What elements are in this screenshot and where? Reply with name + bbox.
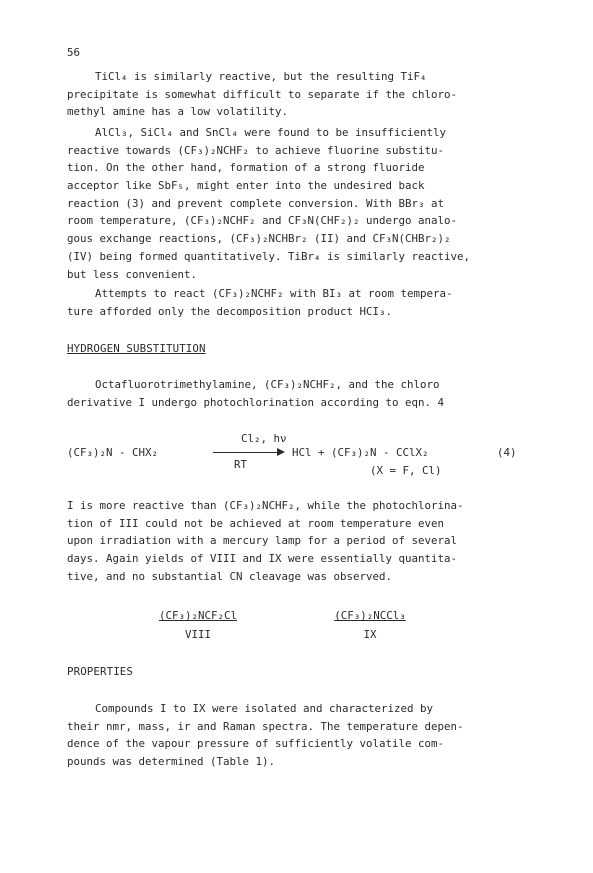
section-heading-hydrogen-substitution: HYDROGEN SUBSTITUTION — [67, 342, 206, 355]
equation-reactant: (CF₃)₂N - CHX₂ — [67, 446, 159, 459]
page-number: 56 — [67, 46, 81, 59]
text-line: ture afforded only the decomposition product HCI₃. — [67, 304, 393, 318]
compound-viii — [133, 609, 263, 641]
text-line: room temperature, (CF₃)₂NCHF₂ and CF₃N(CHF₂)₂ undergo analo- — [67, 214, 458, 228]
text-line: but less convenient. — [67, 267, 198, 281]
text-line: Octafluorotrimethylamine, (CF₃)₂NCHF₂, and the chloro — [95, 378, 440, 391]
reaction-arrow-line — [213, 452, 279, 453]
text-line: tion. On the other hand, formation of a strong fluoride — [67, 161, 425, 175]
compound-label: VIII — [184, 628, 211, 641]
text-line: reactive towards (CF₃)₂NCHF₂ to achieve fluorine substitu- — [67, 143, 445, 157]
equation-condition: (X = F, Cl) — [370, 464, 442, 477]
section-heading-properties: PROPERTIES — [67, 665, 134, 678]
paragraph-lewis-acids — [67, 124, 537, 283]
text-line: methyl amine has a low volatility. — [67, 105, 289, 119]
text-line: upon irradiation with a mercury lamp for a period of several — [67, 534, 458, 548]
paragraph-ticl4 — [67, 68, 537, 121]
text-line: tion of III could not be achieved at room temperature even — [67, 516, 445, 530]
text-line: days. Again yields of VIII and IX were essentially quantita- — [67, 552, 458, 566]
text-line: precipitate is somewhat difficult to separate if the chloro- — [67, 87, 458, 101]
paragraph-photochlorination-intro — [67, 376, 537, 411]
text-line: derivative I undergo photochlorination according to eqn. 4 — [67, 395, 445, 409]
equation-reagent-top: Cl₂, hν — [241, 432, 287, 445]
compound-ix — [310, 609, 430, 641]
equation-number: (4) — [497, 446, 517, 459]
text-line: acceptor like SbF₅, might enter into the undesired back — [67, 179, 425, 193]
text-line: Attempts to react (CF₃)₂NCHF₂ with BI₃ at room tempera- — [95, 287, 453, 300]
text-line: their nmr, mass, ir and Raman spectra. The temperature depen- — [67, 719, 464, 733]
compound-label: IX — [363, 628, 377, 641]
compound-formula: (CF₃)₂NCCl₃ — [334, 609, 406, 622]
text-line: gous exchange reactions, (CF₃)₂NCHBr₂ (II) and CF₃N(CHBr₂)₂ — [67, 232, 451, 246]
text-line: (IV) being formed quantitatively. TiBr₄ is similarly reactive, — [67, 249, 471, 263]
equation-products: HCl + (CF₃)₂N - CClX₂ — [292, 446, 429, 459]
text-line: reaction (3) and prevent complete conversion. With BBr₃ at — [67, 196, 445, 210]
text-line: AlCl₃, SiCl₄ and SnCl₄ were found to be insufficiently — [95, 126, 447, 139]
paragraph-reactivity — [67, 497, 537, 585]
text-line: tive, and no substantial CN cleavage was observed. — [67, 569, 393, 583]
text-line: TiCl₄ is similarly reactive, but the resulting TiF₄ — [95, 70, 427, 83]
text-line: Compounds I to IX were isolated and characterized by — [95, 702, 434, 715]
text-line: dence of the vapour pressure of sufficiently volatile com- — [67, 737, 445, 751]
text-line: pounds was determined (Table 1). — [67, 755, 276, 769]
equation-reagent-bottom: RT — [234, 458, 248, 471]
text-line: I is more reactive than (CF₃)₂NCHF₂, while the photochlorina- — [67, 499, 464, 512]
paragraph-bi3 — [67, 285, 537, 320]
reaction-arrow-head-icon — [277, 448, 285, 456]
paragraph-properties — [67, 700, 537, 771]
compound-formula: (CF₃)₂NCF₂Cl — [158, 609, 237, 622]
